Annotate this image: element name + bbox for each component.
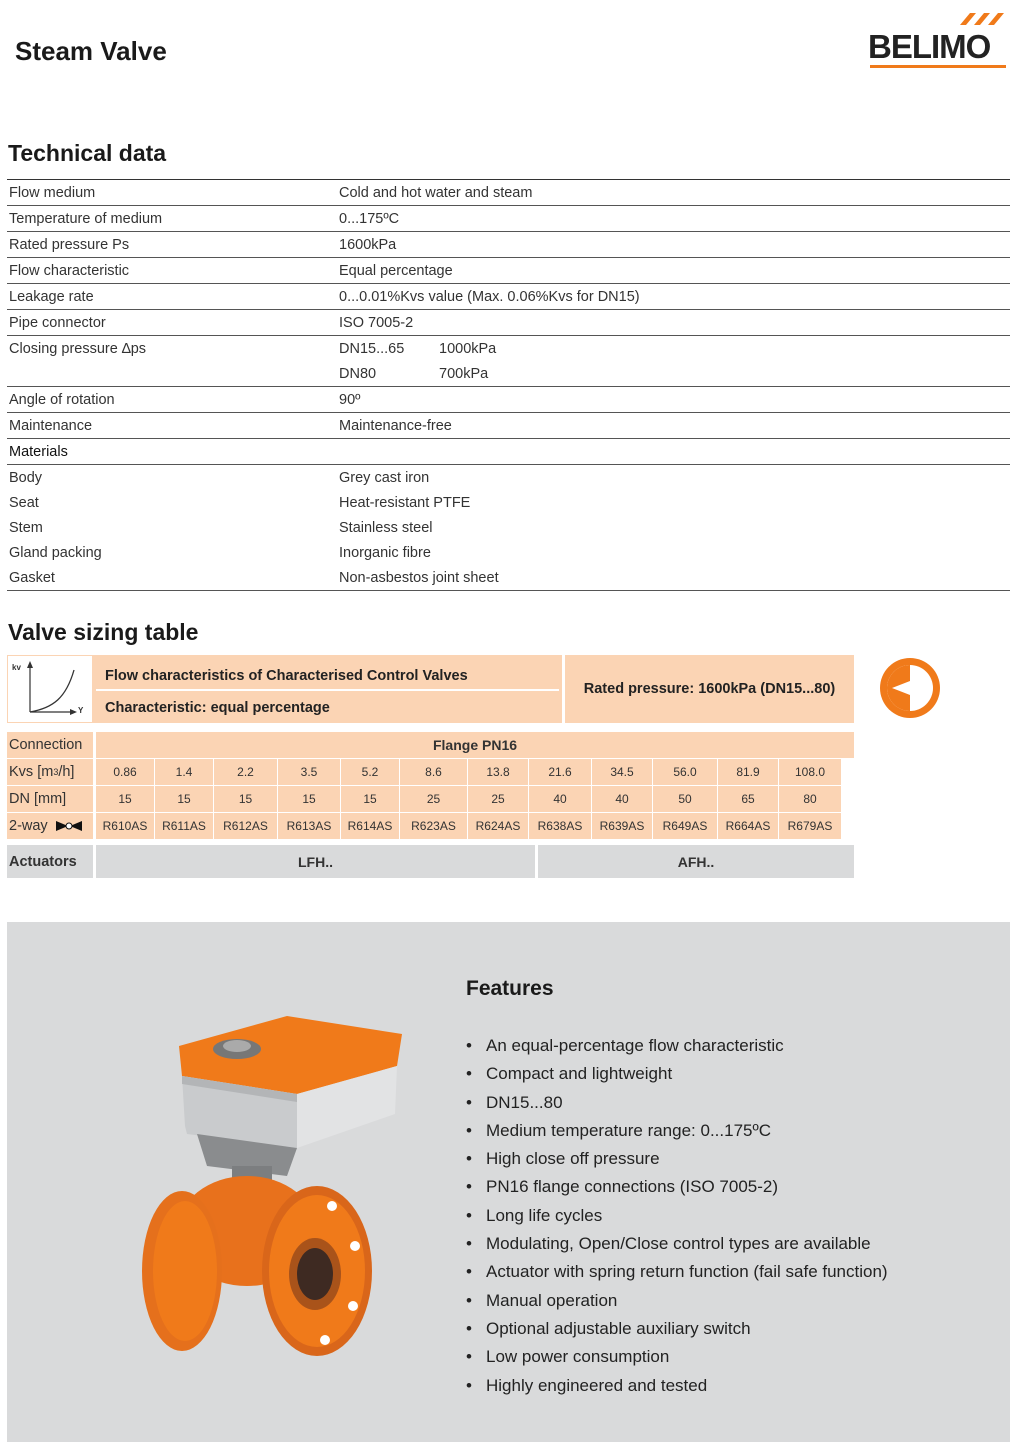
dn-cell: 15 [214,786,277,812]
dn-cell: 15 [96,786,154,812]
actuators-row [7,845,854,878]
feature-text: An equal-percentage flow characteristic [486,1036,784,1055]
dn-cell: 25 [468,786,528,812]
row-value: 1000kPa [439,340,497,357]
actuator-afh: AFH.. [538,845,854,878]
kvs-cell: 3.5 [278,759,340,785]
row-label: Body [9,469,43,486]
feature-text: Actuator with spring return function (fail safe function) [486,1262,888,1282]
flow-characteristics-cell [96,655,559,723]
table-row [7,336,1010,361]
kvs-row [7,759,854,785]
bullet-icon: • [466,1177,472,1197]
feature-item [466,1173,888,1201]
features-panel [7,922,1010,1442]
bullet-icon: • [466,1262,472,1282]
feature-text: High close off pressure [486,1149,660,1169]
feature-item [466,1089,888,1117]
bullet-icon: • [466,1347,472,1367]
rated-pressure-cell: Rated pressure: 1600kPa (DN15...80) [562,655,854,723]
dn-cell: 15 [341,786,399,812]
dn-cell: 15 [278,786,340,812]
bullet-icon: • [466,1149,472,1169]
dn-cell: 50 [653,786,717,812]
sizing-header [7,655,854,723]
bullet-icon: • [466,1318,472,1338]
sizing-table [7,732,854,878]
table-row [7,206,1010,232]
row-label: Angle of rotation [9,391,115,408]
logo-text: BELIMO [868,28,991,65]
model-cell: R664AS [718,813,778,839]
table-row [7,439,1010,465]
model-cell: R611AS [155,813,213,839]
table-row [7,258,1010,284]
model-cell: R610AS [96,813,154,839]
connection-label: Connection [7,732,93,758]
row-label: Flow medium [9,184,96,201]
flow-curve-chart [7,655,93,723]
bullet-icon: • [466,1120,472,1140]
dn-cell: 15 [155,786,213,812]
dn-cell: 80 [779,786,841,812]
model-cell: R639AS [592,813,652,839]
logo-stripes-icon [954,10,1006,26]
row-label: Rated pressure Ps [9,236,130,253]
bullet-icon: • [466,1375,472,1395]
actuator-lfh: LFH.. [96,845,535,878]
table-row [7,232,1010,258]
row-value: Stainless steel [339,519,433,536]
table-row [7,515,1010,540]
belimo-logo [868,10,1008,70]
bullet-icon: • [466,1036,472,1055]
table-row [7,180,1010,206]
dn-cell: 65 [718,786,778,812]
valve-characteristic-icon [874,655,944,721]
feature-text: Low power consumption [486,1347,670,1367]
features-list [466,1032,888,1400]
table-row [7,413,1010,439]
dn-cell: 40 [592,786,652,812]
row-label: Temperature of medium [9,210,163,227]
dn-cell: 25 [400,786,467,812]
kvs-cell: 2.2 [214,759,277,785]
two-way-text: 2-way [9,818,48,834]
page-title: Steam Valve [15,36,167,66]
feature-item [466,1032,888,1060]
row-value: Cold and hot water and steam [339,184,533,201]
row-value: DN80 [339,365,377,382]
row-label: Gasket [9,569,55,586]
actuators-label: Actuators [7,845,93,878]
kvs-cell: 34.5 [592,759,652,785]
feature-text: DN15...80 [486,1092,563,1112]
logo-underline [870,65,1006,68]
table-row [7,540,1010,565]
bullet-icon: • [466,1290,472,1310]
row-label: Flow characteristic [9,262,130,279]
feature-item [466,1202,888,1230]
row-value: Heat-resistant PTFE [339,494,471,511]
kvs-cell: 1.4 [155,759,213,785]
row-value: 0...175ºC [339,210,400,227]
row-value: Equal percentage [339,262,453,279]
model-cell: R679AS [779,813,841,839]
feature-text: PN16 flange connections (ISO 7005-2) [486,1177,779,1197]
dn-label: DN [mm] [7,786,93,812]
bullet-icon: • [466,1092,472,1112]
two-way-row [7,813,854,839]
bullet-icon: • [466,1205,472,1225]
row-label: Stem [9,519,43,536]
feature-text: Optional adjustable auxiliary switch [486,1318,751,1338]
table-row [7,310,1010,336]
bullet-icon: • [466,1234,472,1254]
feature-item [466,1230,888,1258]
feature-item [466,1117,888,1145]
row-label: Maintenance [9,417,93,434]
row-value: DN15...65 [339,340,405,357]
steam-valve-image [127,1006,427,1368]
dn-cell: 40 [529,786,591,812]
feature-item [466,1060,888,1088]
kvs-cell: 21.6 [529,759,591,785]
row-label: Seat [9,494,39,511]
feature-text: Long life cycles [486,1205,603,1225]
bullet-icon: • [466,1064,472,1084]
model-cell: R649AS [653,813,717,839]
dn-row [7,786,854,812]
model-cell: R613AS [278,813,340,839]
row-value: 1600kPa [339,236,397,253]
table-row [7,284,1010,310]
kvs-cell: 0.86 [96,759,154,785]
model-cell: R638AS [529,813,591,839]
feature-item [466,1343,888,1371]
row-value: ISO 7005-2 [339,314,414,331]
kvs-label: Kvs [m 3 /h] [7,759,93,785]
kvs-cell: 56.0 [653,759,717,785]
table-row [7,361,1010,387]
feature-text: Modulating, Open/Close control types are available [486,1234,871,1254]
row-value: 90º [339,391,361,408]
row-value: 0...0.01%Kvs value (Max. 0.06%Kvs for DN15) [339,288,640,305]
table-row [7,565,1010,591]
model-cell: R624AS [468,813,528,839]
table-row [7,490,1010,515]
model-cell: R614AS [341,813,399,839]
connection-value: Flange PN16 [96,732,854,758]
row-value: Maintenance-free [339,417,452,434]
row-value: Non-asbestos joint sheet [339,569,499,586]
chart-axis-x-label: Y [78,706,84,715]
table-row [7,387,1010,413]
feature-item [466,1372,888,1400]
technical-data-table [7,179,1010,591]
chart-axis-y-label: kv [12,663,21,672]
kvs-cell: 81.9 [718,759,778,785]
feature-text: Medium temperature range: 0...175ºC [486,1120,771,1140]
kvs-cell: 13.8 [468,759,528,785]
connection-row [7,732,854,758]
feature-item [466,1315,888,1343]
divider [96,689,559,691]
valve-symbol-icon [54,819,84,833]
kvs-cell: 108.0 [779,759,841,785]
equal-percentage-curve-icon [8,656,92,722]
valve-sizing-heading: Valve sizing table [8,619,199,645]
model-cell: R623AS [400,813,467,839]
technical-data-heading: Technical data [8,140,167,166]
feature-item [466,1287,888,1315]
row-value: Grey cast iron [339,469,430,486]
feature-item [466,1145,888,1173]
row-label: Pipe connector [9,314,106,331]
feature-text: Compact and lightweight [486,1064,673,1084]
row-label: Closing pressure ∆ps [9,340,147,357]
feature-text: Highly engineered and tested [486,1375,708,1395]
row-label: Gland packing [9,544,102,561]
row-label: Leakage rate [9,288,94,305]
row-value: 700kPa [439,365,489,382]
two-way-label [7,813,93,839]
table-row [7,465,1010,490]
row-value: Inorganic fibre [339,544,431,561]
feature-text: Manual operation [486,1290,618,1310]
materials-heading: Materials [9,443,68,460]
feature-item [466,1258,888,1286]
characteristic-label: Characteristic: equal percentage [105,700,330,716]
kvs-cell: 8.6 [400,759,467,785]
features-heading: Features [466,977,554,1000]
kvs-cell: 5.2 [341,759,399,785]
flow-characteristics-title: Flow characteristics of Characterised Control Valves [105,668,468,684]
model-cell: R612AS [214,813,277,839]
